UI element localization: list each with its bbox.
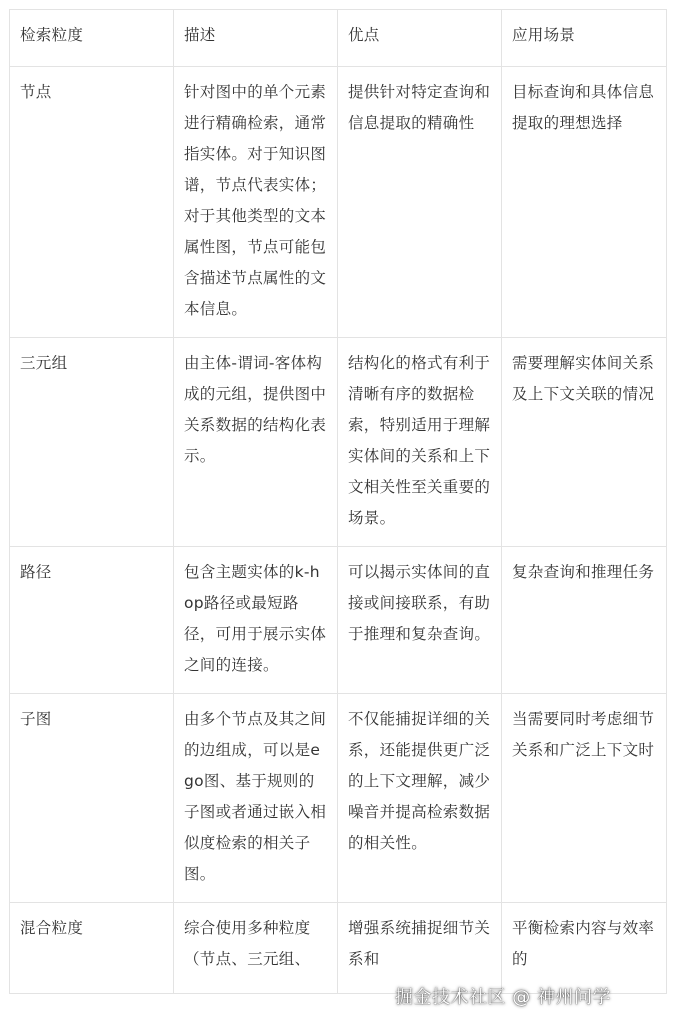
cell-granularity: 混合粒度 — [10, 903, 174, 994]
cell-advantages: 不仅能捕捉详细的关系，还能提供更广泛的上下文理解，减少噪音并提高检索数据的相关性。 — [338, 694, 502, 903]
cell-scenarios: 当需要同时考虑细节关系和广泛上下文时 — [502, 694, 667, 903]
header-advantages: 优点 — [338, 10, 502, 67]
table-header-row — [10, 10, 667, 67]
watermark: 掘金技术社区 @ 神州问学 — [395, 987, 611, 1008]
header-description: 描述 — [174, 10, 338, 67]
cell-description: 综合使用多种粒度（节点、三元组、 — [174, 903, 338, 994]
table-row — [10, 67, 667, 338]
cell-description: 由主体-谓词-客体构成的元组，提供图中关系数据的结构化表示。 — [174, 338, 338, 547]
cell-advantages: 可以揭示实体间的直接或间接联系，有助于推理和复杂查询。 — [338, 547, 502, 694]
cell-scenarios: 复杂查询和推理任务 — [502, 547, 667, 694]
granularity-table-container — [9, 9, 666, 994]
table-row — [10, 338, 667, 547]
cell-granularity: 节点 — [10, 67, 174, 338]
cell-granularity: 路径 — [10, 547, 174, 694]
cell-advantages: 提供针对特定查询和信息提取的精确性 — [338, 67, 502, 338]
header-granularity: 检索粒度 — [10, 10, 174, 67]
cell-scenarios: 需要理解实体间关系及上下文关联的情况 — [502, 338, 667, 547]
cell-advantages: 增强系统捕捉细节关系和 — [338, 903, 502, 994]
cell-advantages: 结构化的格式有利于清晰有序的数据检索，特别适用于理解实体间的关系和上下文相关性至关重要的场景。 — [338, 338, 502, 547]
table-row — [10, 903, 667, 994]
table-body — [10, 67, 667, 994]
cell-granularity: 三元组 — [10, 338, 174, 547]
cell-description: 由多个节点及其之间的边组成，可以是ego图、基于规则的子图或者通过嵌入相似度检索的相关子图。 — [174, 694, 338, 903]
header-scenarios: 应用场景 — [502, 10, 667, 67]
table-row — [10, 694, 667, 903]
cell-description: 包含主题实体的k-hop路径或最短路径，可用于展示实体之间的连接。 — [174, 547, 338, 694]
table-row — [10, 547, 667, 694]
cell-description: 针对图中的单个元素进行精确检索，通常指实体。对于知识图谱，节点代表实体；对于其他类型的文本属性图，节点可能包含描述节点属性的文本信息。 — [174, 67, 338, 338]
cell-scenarios: 平衡检索内容与效率的 — [502, 903, 667, 994]
cell-scenarios: 目标查询和具体信息提取的理想选择 — [502, 67, 667, 338]
table-header — [10, 10, 667, 67]
cell-granularity: 子图 — [10, 694, 174, 903]
granularity-table — [9, 9, 667, 994]
